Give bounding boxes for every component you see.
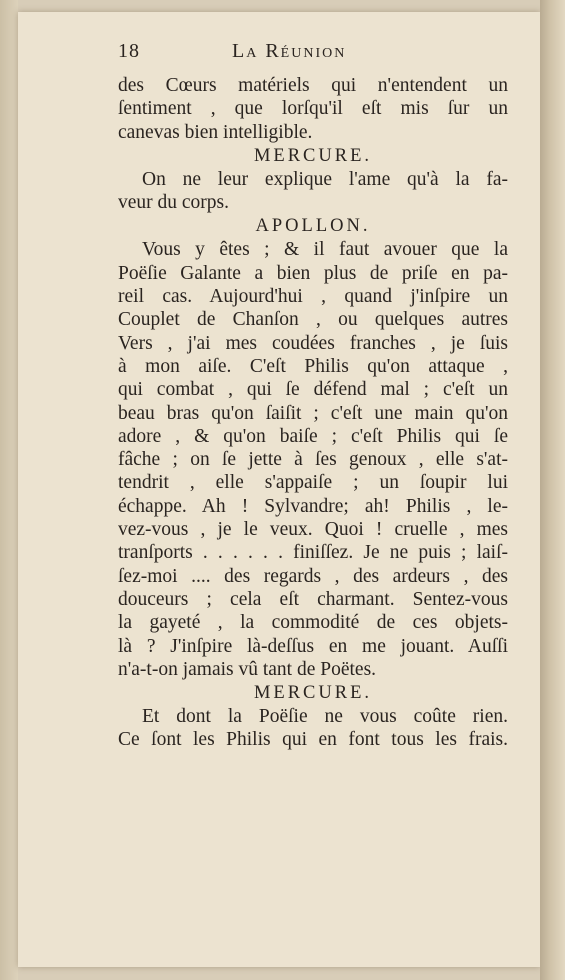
- text-line: fâche ; on ſe jette à ſes genoux , elle s'at-: [118, 449, 508, 471]
- text-line: tranſports . . . . . . finiſſez. Je ne puis ; laiſ-: [118, 542, 508, 564]
- paragraph: [118, 74, 508, 144]
- text-line: la gayeté , la commodité de ces objets-: [118, 612, 508, 634]
- text-line: à mon aiſe. C'eſt Philis qu'on attaque ,: [118, 355, 508, 377]
- page-text: [118, 40, 508, 752]
- text-line: Ce ſont les Philis qui en font tous les frais.: [118, 729, 508, 751]
- text-line: tendrit , elle s'appaiſe ; un ſoupir lui: [118, 472, 508, 494]
- text-line: vez-vous , je le veux. Quoi ! cruelle , mes: [118, 519, 508, 541]
- paragraph: [118, 238, 508, 681]
- text-line: douceurs ; cela eſt charmant. Sentez-vous: [118, 588, 508, 610]
- text-line: adore , & qu'on baiſe ; c'eſt Philis qui ſe: [118, 425, 508, 447]
- text-line: ſentiment , que lorſqu'il eſt mis ſur un: [118, 98, 508, 120]
- paragraph: [118, 705, 508, 752]
- text-line: reil cas. Aujourd'hui , quand j'inſpire un: [118, 286, 508, 308]
- text-line: Vous y êtes ; & il faut avouer que la: [142, 239, 508, 261]
- text-line: Et dont la Poëſie ne vous coûte rien.: [142, 706, 508, 728]
- speaker-name: MERCURE.: [253, 145, 373, 166]
- right-page-edge: [540, 0, 565, 980]
- text-line: n'a-t-on jamais vû tant de Poëtes.: [118, 658, 377, 680]
- text-line: des Cœurs matériels qui n'entendent un: [118, 75, 508, 96]
- running-title: La Réunion: [232, 40, 347, 62]
- running-header: [118, 40, 508, 74]
- text-line: Couplet de Chanſon , ou quelques autres: [118, 309, 508, 331]
- text-line: beau bras qu'on ſaiſit ; c'eſt une main qu'on: [118, 402, 508, 424]
- text-line: ſez-moi .... des regards , des ardeurs , des: [118, 565, 508, 587]
- text-line: échappe. Ah ! Sylvandre; ah! Philis , le-: [118, 495, 508, 517]
- text-line: là ? J'inſpire là-deſſus en me jouant. Auſſi: [118, 635, 508, 657]
- text-line: Vers , j'ai mes coudées franches , je ſuis: [118, 332, 508, 354]
- page-number: 18: [118, 40, 140, 62]
- paragraph: [118, 168, 508, 215]
- speaker-name: MERCURE.: [253, 683, 373, 704]
- speaker-name: APOLLON.: [255, 216, 371, 237]
- text-line: On ne leur explique l'ame qu'à la fa-: [142, 168, 508, 190]
- text-line: veur du corps.: [118, 192, 230, 214]
- left-page-edge: [0, 0, 18, 980]
- text-line: Poëſie Galante a bien plus de priſe en pa-: [118, 262, 508, 284]
- text-line: canevas bien intelligible.: [118, 121, 313, 143]
- text-line: qui combat , qui ſe défend mal ; c'eſt un: [118, 379, 508, 401]
